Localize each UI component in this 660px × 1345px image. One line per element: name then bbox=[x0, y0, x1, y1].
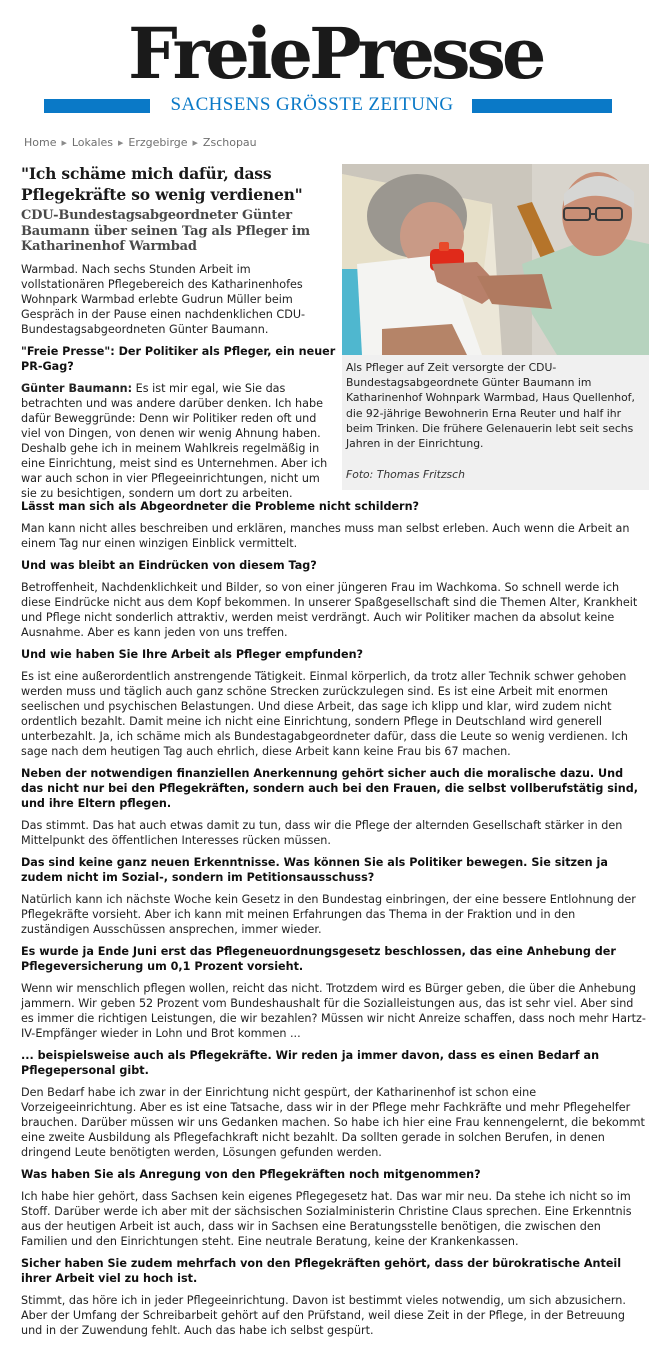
interview-answer: Man kann nicht alles beschreiben und erklären, manches muss man selbst erleben. Auch wenn die Arbeit an einem Tag nur einen winzigen Einblick vermittelt. bbox=[21, 522, 630, 550]
breadcrumb-arrow-icon: ▶ bbox=[118, 139, 124, 147]
interview-question: ... beispielsweise auch als Pflegekräfte. Wir reden ja immer davon, dass es einen Bedarf an Pflegepersonal gibt. bbox=[21, 1049, 600, 1077]
speaker-name: Günter Baumann: bbox=[21, 382, 133, 395]
interview-answer: Stimmt, das höre ich in jeder Pflegeeinrichtung. Davon ist bestimmt vieles notwendig, um sich abzusichern. Aber der Umfang der Schreibarbeit gehört auf den Prüfstand, weil diese Zeit in der Pflege, in der Betreuung und in der Zuwendung fehlt. Auch das habe ich selbst gespürt. bbox=[21, 1294, 626, 1337]
breadcrumb-zschopau[interactable]: Zschopau bbox=[202, 136, 257, 149]
article-subheadline: CDU-Bundestagsabgeordneter Günter Baumann über seinen Tag als Pfleger im Katharinenhof Warmbad bbox=[21, 208, 310, 254]
article-intro: Warmbad. Nach sechs Stunden Arbeit im vollstationären Pflegebereich des Katharinenhofes Wohnpark Warmbad erlebte Gudrun Müller beim Gespräch in der Pause einen nachdenklichen CDU-Bundestagsabgeordneten Günter Baumann. bbox=[21, 263, 306, 336]
logo-bar-right bbox=[472, 99, 612, 113]
interview-answer: Den Bedarf habe ich zwar in der Einrichtung nicht gespürt, der Katharinenhof ist schon eine Vorzeigeeinrichtung. Aber es ist eine Tatsache, dass wir in der Pflege mehr Fachkräfte und mehr Pflegehelfer brauchen. Darüber müssen wir uns Gedanken machen. So habe ich hier eine Frau kennengelernt, die bekommt eine zweite Ausbildung als Pflegefachkraft nicht bezahlt. Da sollten gerade in solchen Berufen, in denen dringend Leute benötigten werden, Lösungen gefunden werden. bbox=[21, 1086, 645, 1159]
article-headline: "Ich schäme mich dafür, dass Pflegekräfte so wenig verdienen" bbox=[21, 164, 303, 204]
interview-question: Was haben Sie als Anregung von den Pflegekräften noch mitgenommen? bbox=[21, 1168, 481, 1181]
interview-question: Lässt man sich als Abgeordneter die Probleme nicht schildern? bbox=[21, 500, 420, 513]
article-figure bbox=[342, 164, 649, 490]
interview-answer: Das stimmt. Das hat auch etwas damit zu tun, dass wir die Pflege der alternden Gesellschaft stärker in den Mittelpunkt des öffentlichen Interesses rücken müssen. bbox=[21, 819, 623, 847]
interview-answer: Ich habe hier gehört, dass Sachsen kein eigenes Pflegegesetz hat. Das war mir neu. Da stehe ich nicht so im Stoff. Darüber werde ich aber mit der sächsischen Sozialministerin Christine Claus sprechen. Eine Erkenntnis aus der heutigen Arbeit ist auch, dass wir in Sachsen eine Beratungsstelle benötigen, die zwischen den Familien und den Einrichtungen steht. Eine neutrale Beratung, keine der Krankenkassen. bbox=[21, 1190, 632, 1248]
interview-question: Sicher haben Sie zudem mehrfach von den Pflegekräften gehört, dass der bürokratische Anteil ihrer Arbeit viel zu hoch ist. bbox=[21, 1257, 622, 1285]
interview-answer bbox=[21, 381, 336, 501]
logo-title[interactable]: FreiePresse bbox=[128, 12, 543, 95]
interview-answer: Wenn wir menschlich pflegen wollen, reicht das nicht. Trotzdem wird es Bürger geben, die über die Anhebung jammern. Wir geben 52 Prozent vom Bundeshaushalt für die Sozialleistungen aus, das ist sehr viel. Aber sind es immer die richtigen Leistungen, die wir bezahlen? Müssen wir nicht Anreize schaffen, dass noch mehr Hartz-IV-Empfänger wieder in Lohn und Brot kommen ... bbox=[21, 982, 646, 1040]
article-intro-column bbox=[21, 262, 336, 508]
interview-question: Es wurde ja Ende Juni erst das Pflegeneuordnungsgesetz beschlossen, das eine Anhebung der Pflegeversicherung um 0,1 Prozent vorsieht. bbox=[21, 945, 616, 973]
interview-answer: Es ist eine außerordentlich anstrengende Tätigkeit. Einmal körperlich, da trotz aller Technik schwer gehoben werden muss und täglich auch ganz schöne Strecken zurückzulegen sind. Es ist eine Arbeit mit enormen seelischen und psychischen Belastungen. Und diese Arbeit, das sage ich klipp und klar, wird zudem nicht ordentlich bezahlt. Damit meine ich nicht eine Einrichtung, sondern Pflege in Deutschland wird generell unterbezahlt. Ja, ich schäme mich als Bundestagabgeordneter dafür, dass die Leute so wenig verdienen. Ich sage nach dem heutigen Tag auch ehrlich, diese Arbeit kann keine Frau bis 67 machen. bbox=[21, 670, 628, 758]
logo-tagline: SACHSENS GRÖSSTE ZEITUNG bbox=[170, 94, 454, 115]
interview-answer: Betroffenheit, Nachdenklichkeit und Bilder, so von einer jüngeren Frau im Wachkoma. So schnell werde ich diese Eindrücke nicht aus dem Kopf bekommen. In unserer Spaßgesellschaft sind die Themen Alter, Krankheit und Pflege nicht sonderlich attraktiv, werden meist verdrängt. Auch wir Politiker machen da absolut keine Ausnahme. Aber es kann jeden von uns treffen. bbox=[21, 581, 638, 639]
interview-question: Und wie haben Sie Ihre Arbeit als Pfleger empfunden? bbox=[21, 648, 364, 661]
breadcrumb-lokales[interactable]: Lokales bbox=[71, 136, 114, 149]
photo-illustration bbox=[342, 164, 649, 355]
masthead bbox=[0, 0, 660, 125]
article-photo[interactable] bbox=[342, 164, 649, 355]
breadcrumb-home[interactable]: Home bbox=[24, 136, 57, 149]
interview-question: Und was bleibt an Eindrücken von diesem Tag? bbox=[21, 559, 317, 572]
photo-credit: Foto: Thomas Fritzsch bbox=[346, 468, 465, 481]
breadcrumb-arrow-icon: ▶ bbox=[61, 139, 67, 147]
photo-caption: Als Pfleger auf Zeit versorgte der CDU-Bundestagsabgeordnete Günter Baumann im Katharinenhof Wohnpark Warmbad, Haus Quellenhof, die 92-jährige Bewohnerin Erna Reuter und half ihr beim Trinken. Die frühere Gelenauerin lebt seit sechs Jahren in der Einrichtung. bbox=[346, 361, 635, 451]
interview-question: "Freie Presse": Der Politiker als Pfleger, ein neuer PR-Gag? bbox=[21, 345, 336, 373]
breadcrumb-arrow-icon: ▶ bbox=[192, 139, 198, 147]
interview-question: Das sind keine ganz neuen Erkenntnisse. Was können Sie als Politiker bewegen. Sie sitzen ja zudem nicht im Sozial-, sondern im Petitionsausschuss? bbox=[21, 856, 608, 884]
interview-answer: Natürlich kann ich nächste Woche kein Gesetz in den Bundestag einbringen, der eine bessere Entlohnung der Pflegekräfte vorsieht. Aber ich kann mit meinen Erfahrungen das Thema in der Fraktion und in den zuständigen Ausschüssen ansprechen, immer wieder. bbox=[21, 893, 636, 936]
breadcrumb-erzgebirge[interactable]: Erzgebirge bbox=[128, 136, 188, 149]
article-body bbox=[21, 499, 646, 1345]
logo-bar-left bbox=[44, 99, 150, 113]
interview-question: Neben der notwendigen finanziellen Anerkennung gehört sicher auch die moralische dazu. Und das nicht nur bei den Pflegekräften, sondern auch bei den Frauen, die selbst vollberufstätig sind, und ihre Eltern pflegen. bbox=[21, 767, 638, 810]
breadcrumb bbox=[24, 136, 257, 149]
answer-text: Es ist mir egal, wie Sie das betrachten und was andere darüber denken. Ich habe dafür Beweggründe: Denn wir Politiker reden oft und viel von Dingen, von denen wir wenig Ahnung haben. Deshalb gehe ich in meinem Wahlkreis regelmäßig in eine Einrichtung, meist sind es Unternehmen. Aber ich war auch schon in vier Pflegeeinrichtungen, nicht um sie zu besichtigen, sondern um dort zu arbeiten. bbox=[21, 382, 328, 500]
